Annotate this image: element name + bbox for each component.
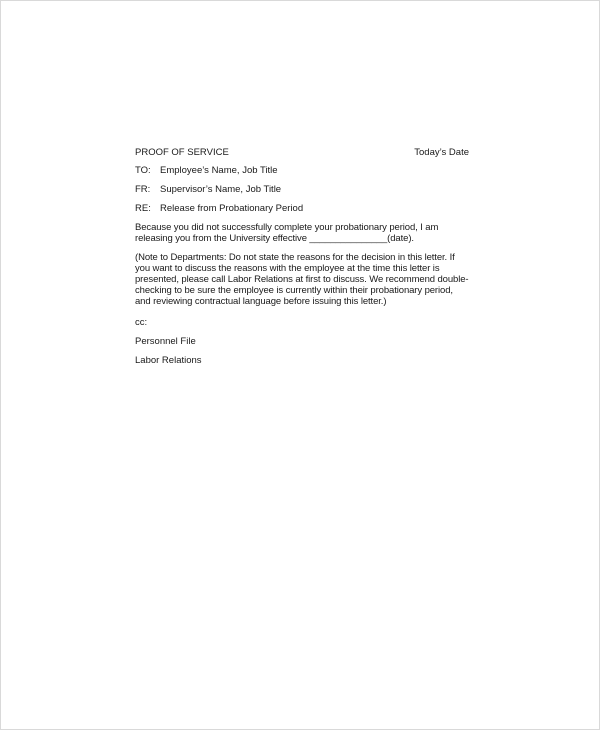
to-value: Employee’s Name, Job Title bbox=[160, 165, 278, 176]
letter-header bbox=[135, 147, 469, 158]
cc-recipient-personnel-file: Personnel File bbox=[135, 336, 196, 347]
cc-recipient-labor-relations: Labor Relations bbox=[135, 355, 202, 366]
document-title: PROOF OF SERVICE bbox=[135, 147, 229, 158]
from-field bbox=[135, 184, 469, 195]
to-field bbox=[135, 165, 469, 176]
from-value: Supervisor’s Name, Job Title bbox=[160, 184, 282, 195]
from-label: FR: bbox=[135, 184, 151, 195]
body-paragraph-note: (Note to Departments: Do not state the reasons for the decision in this letter. If you want to discuss the reasons with the employee at the time this letter is presented, please call Labor Relations at first to discuss. We recommend double-checking to be sure the employee is currently within their probationary period, and reviewing contractual language before issuing this letter.) bbox=[135, 252, 469, 307]
subject-field bbox=[135, 203, 469, 214]
cc-label: cc: bbox=[135, 317, 148, 328]
subject-label: RE: bbox=[135, 203, 151, 214]
document-date: Today’s Date bbox=[414, 147, 469, 158]
to-label: TO: bbox=[135, 165, 151, 176]
body-paragraph-release: Because you did not successfully complete your probationary period, I am releasing you from the University effective _______________(date). bbox=[135, 222, 439, 244]
letter-content bbox=[135, 147, 469, 374]
subject-value: Release from Probationary Period bbox=[160, 203, 304, 214]
